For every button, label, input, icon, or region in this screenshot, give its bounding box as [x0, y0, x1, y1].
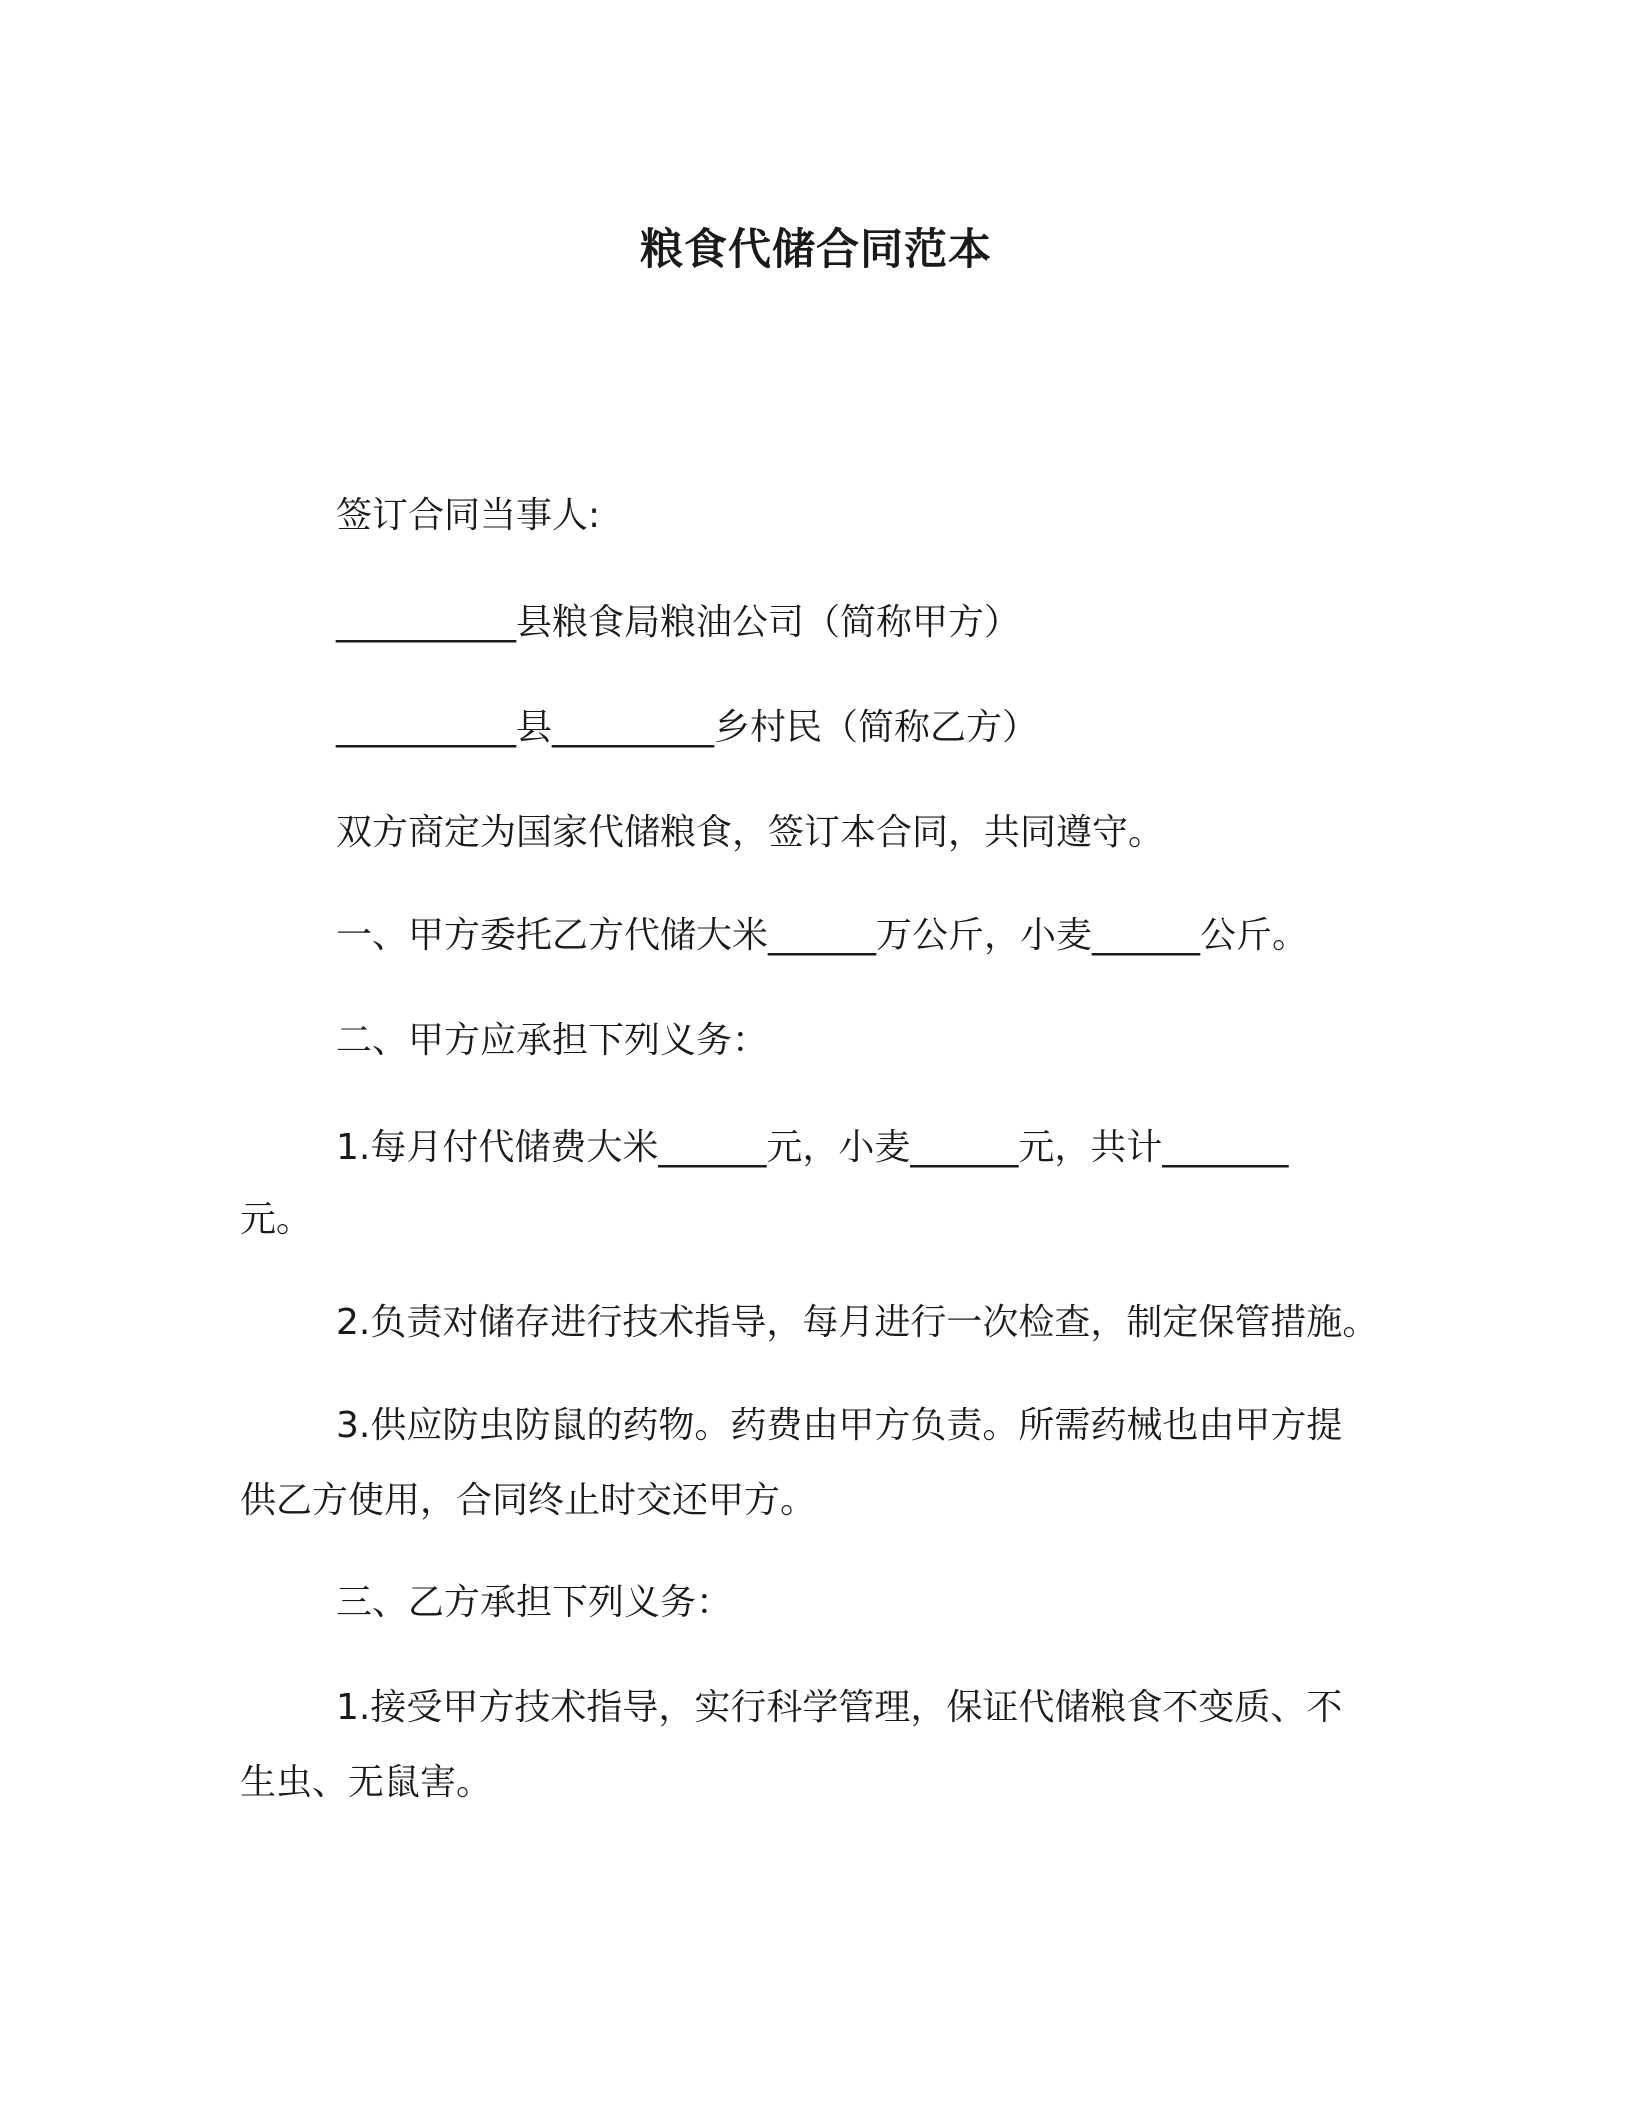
- paragraph-clause-three-heading: 三、乙方承担下列义务：: [336, 1582, 733, 1623]
- paragraph-parties-heading: 签订合同当事人:: [336, 495, 601, 536]
- document-title: 粮食代储合同范本: [640, 225, 992, 275]
- paragraph-clause-two-item-3: [240, 1388, 1400, 1538]
- paragraph-line: 生虫、无鼠害。: [240, 1762, 493, 1803]
- paragraph-clause-three-item-1: [240, 1670, 1400, 1820]
- paragraph-line: 供乙方使用，合同终止时交还甲方。: [240, 1480, 817, 1521]
- paragraph-clause-two-item-2: 2.负责对储存进行技术指导，每月进行一次检查，制定保管措施。: [336, 1302, 1379, 1343]
- paragraph-line: 1.接受甲方技术指导，实行科学管理，保证代储粮食不变质、不: [336, 1687, 1343, 1728]
- paragraph-line: 3.供应防虫防鼠的药物。药费由甲方负责。所需药械也由甲方提: [336, 1405, 1343, 1446]
- paragraph-line: 1.每月付代储费大米______元，小麦______元，共计_______: [336, 1127, 1289, 1168]
- paragraph-agreement-intro: 双方商定为国家代储粮食，签订本合同，共同遵守。: [336, 812, 1165, 853]
- paragraph-party-b: __________县_________乡村民（简称乙方）: [336, 707, 1039, 748]
- paragraph-party-a: __________县粮食局粮油公司（简称甲方）: [336, 602, 1021, 643]
- paragraph-clause-two-item-1: [240, 1110, 1400, 1257]
- paragraph-line: 元。: [240, 1199, 313, 1240]
- paragraph-clause-one: 一、甲方委托乙方代储大米______万公斤，小麦______公斤。: [336, 915, 1309, 956]
- paragraph-clause-two-heading: 二、甲方应承担下列义务：: [336, 1020, 769, 1061]
